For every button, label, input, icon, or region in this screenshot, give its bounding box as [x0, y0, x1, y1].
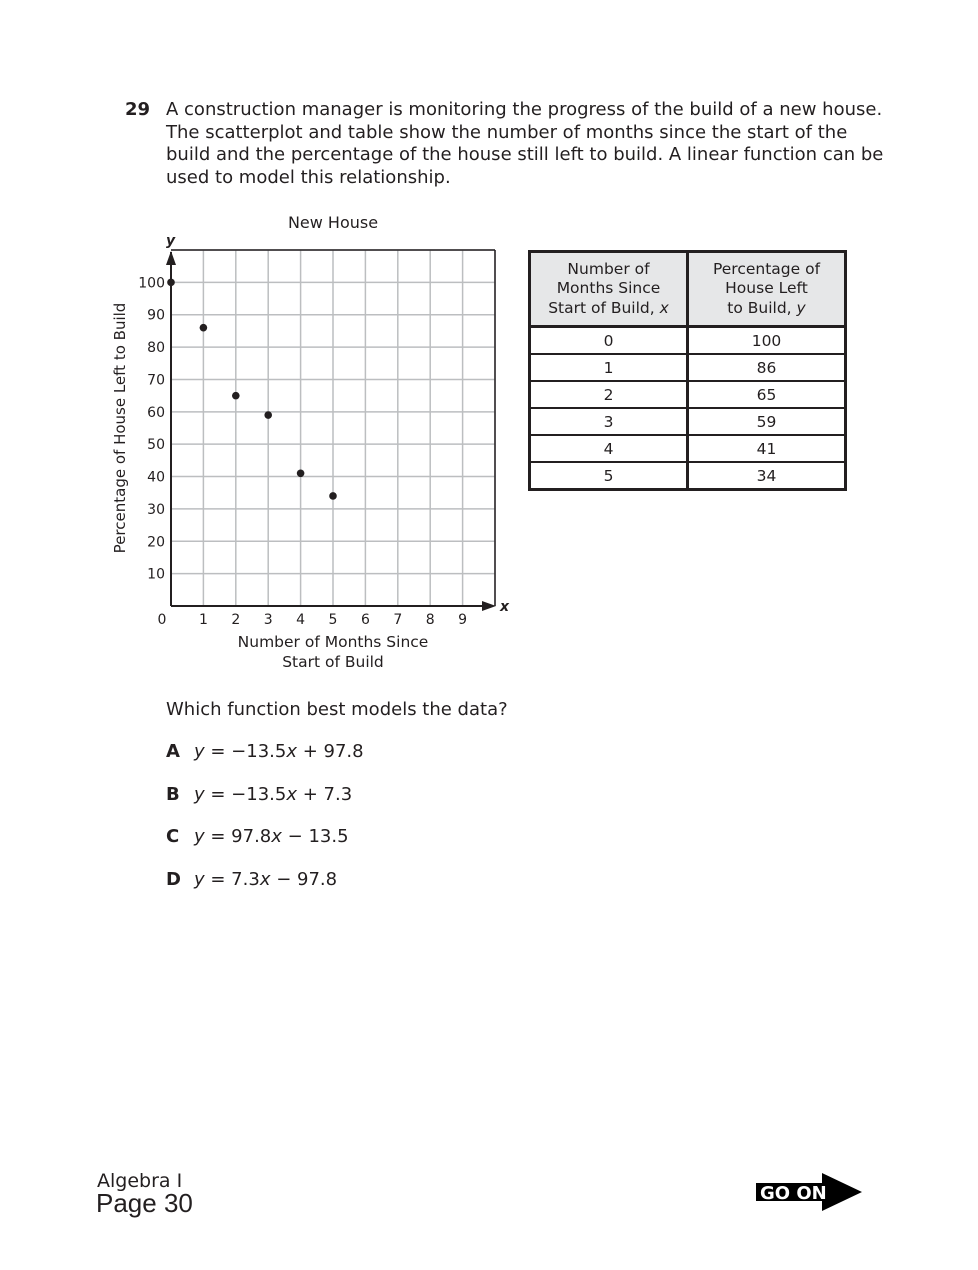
y-tick-label: 70 [147, 372, 165, 389]
y-tick-label: 60 [147, 404, 165, 421]
question-number: 29 [125, 99, 151, 120]
x-axis-label-line2: Start of Build [282, 653, 384, 671]
y-axis-label: Percentage of House Left to Build [111, 302, 129, 554]
chart-title: New House [287, 213, 379, 232]
y-tick-label: 100 [138, 275, 165, 292]
answer-choice-a[interactable] [166, 741, 364, 762]
x-tick-label: 6 [360, 612, 370, 628]
x-tick-label: 8 [425, 612, 435, 628]
data-point [167, 279, 175, 287]
header-percentage: Percentage of House Left to Build, y [688, 252, 846, 327]
y-tick-label: 40 [147, 469, 165, 486]
choice-tail: − 13.5 [281, 826, 349, 847]
x-axis-letter: x [500, 599, 510, 615]
choice-eq: = −13.5 [204, 741, 287, 762]
choice-var-x: x [286, 783, 297, 805]
data-point [200, 324, 208, 332]
percentage-cell: 34 [688, 462, 846, 490]
x-tick-label: 0 [157, 612, 167, 628]
page-number: Page 30 [96, 1188, 193, 1218]
data-point [264, 411, 272, 419]
table-row [530, 354, 846, 381]
choice-tail: − 97.8 [270, 868, 338, 890]
table-row [530, 435, 846, 462]
x-axis-label-line1: Number of Months Since [237, 633, 429, 651]
choice-eq: = −13.5 [204, 783, 287, 805]
choice-var-y: y [194, 783, 205, 805]
x-tick-label: 3 [263, 612, 273, 628]
prompt: Which function best models the data? [166, 699, 508, 720]
y-axis-arrow-icon [166, 251, 176, 265]
x-axis-arrow-icon [482, 601, 496, 611]
x-tick-label: 7 [393, 612, 403, 628]
percentage-cell: 59 [688, 408, 846, 435]
header-months: Number of Months Since Start of Build, x [530, 252, 688, 327]
answer-choice-d[interactable] [166, 869, 337, 890]
months-cell: 3 [530, 408, 688, 435]
data-point [297, 470, 305, 478]
y-tick-label: 80 [147, 340, 165, 357]
months-cell: 0 [530, 327, 688, 355]
choice-var-x: x [286, 741, 297, 762]
choice-eq: = 7.3 [204, 868, 260, 890]
answer-choice-c[interactable] [166, 826, 349, 847]
choice-tail: + 7.3 [297, 783, 353, 805]
percentage-cell: 86 [688, 354, 846, 381]
y-tick-label: 20 [147, 534, 165, 551]
data-point [232, 392, 240, 400]
choice-letter: A [166, 741, 180, 762]
x-tick-label: 1 [198, 612, 208, 628]
x-tick-label: 2 [231, 612, 241, 628]
subject-label: Algebra I [97, 1170, 183, 1192]
data-table [528, 250, 847, 491]
y-tick-label: 30 [147, 501, 165, 518]
go-on-arrow-icon [756, 1173, 862, 1211]
y-tick-label: 10 [147, 566, 165, 583]
y-tick-label: 50 [147, 437, 165, 454]
choice-var-x: x [259, 868, 271, 890]
answer-choice-b[interactable] [166, 784, 352, 805]
choice-var-y: y [194, 826, 205, 847]
choice-var-y: y [194, 741, 205, 762]
table-row [530, 462, 846, 490]
choice-letter: D [166, 868, 181, 890]
question-text: A construction manager is monitoring the progress of the build of a new house. The scatterplot and table show the number of months since the start of the build and the percentage of the house still left to build. A linear function can be used to model this relationship. [166, 99, 884, 188]
table-row [530, 381, 846, 408]
x-tick-label: 5 [328, 612, 338, 628]
choice-tail: + 97.8 [297, 741, 364, 762]
months-cell: 5 [530, 462, 688, 490]
choice-letter: C [166, 826, 180, 847]
choice-eq: = 97.8 [204, 826, 272, 847]
y-tick-label: 90 [147, 307, 165, 324]
choice-letter: B [166, 783, 180, 805]
choice-var-x: x [271, 826, 282, 847]
table-row [530, 327, 846, 355]
months-cell: 4 [530, 435, 688, 462]
percentage-cell: 65 [688, 381, 846, 408]
choice-var-y: y [194, 868, 205, 890]
y-axis-letter: y [166, 233, 176, 249]
months-cell: 2 [530, 381, 688, 408]
x-tick-label: 4 [296, 612, 306, 628]
percentage-cell: 41 [688, 435, 846, 462]
x-tick-label: 9 [458, 612, 468, 628]
months-cell: 1 [530, 354, 688, 381]
go-on-label: GO ON [760, 1183, 827, 1204]
percentage-cell: 100 [688, 327, 846, 355]
data-point [329, 492, 337, 500]
table-row [530, 408, 846, 435]
